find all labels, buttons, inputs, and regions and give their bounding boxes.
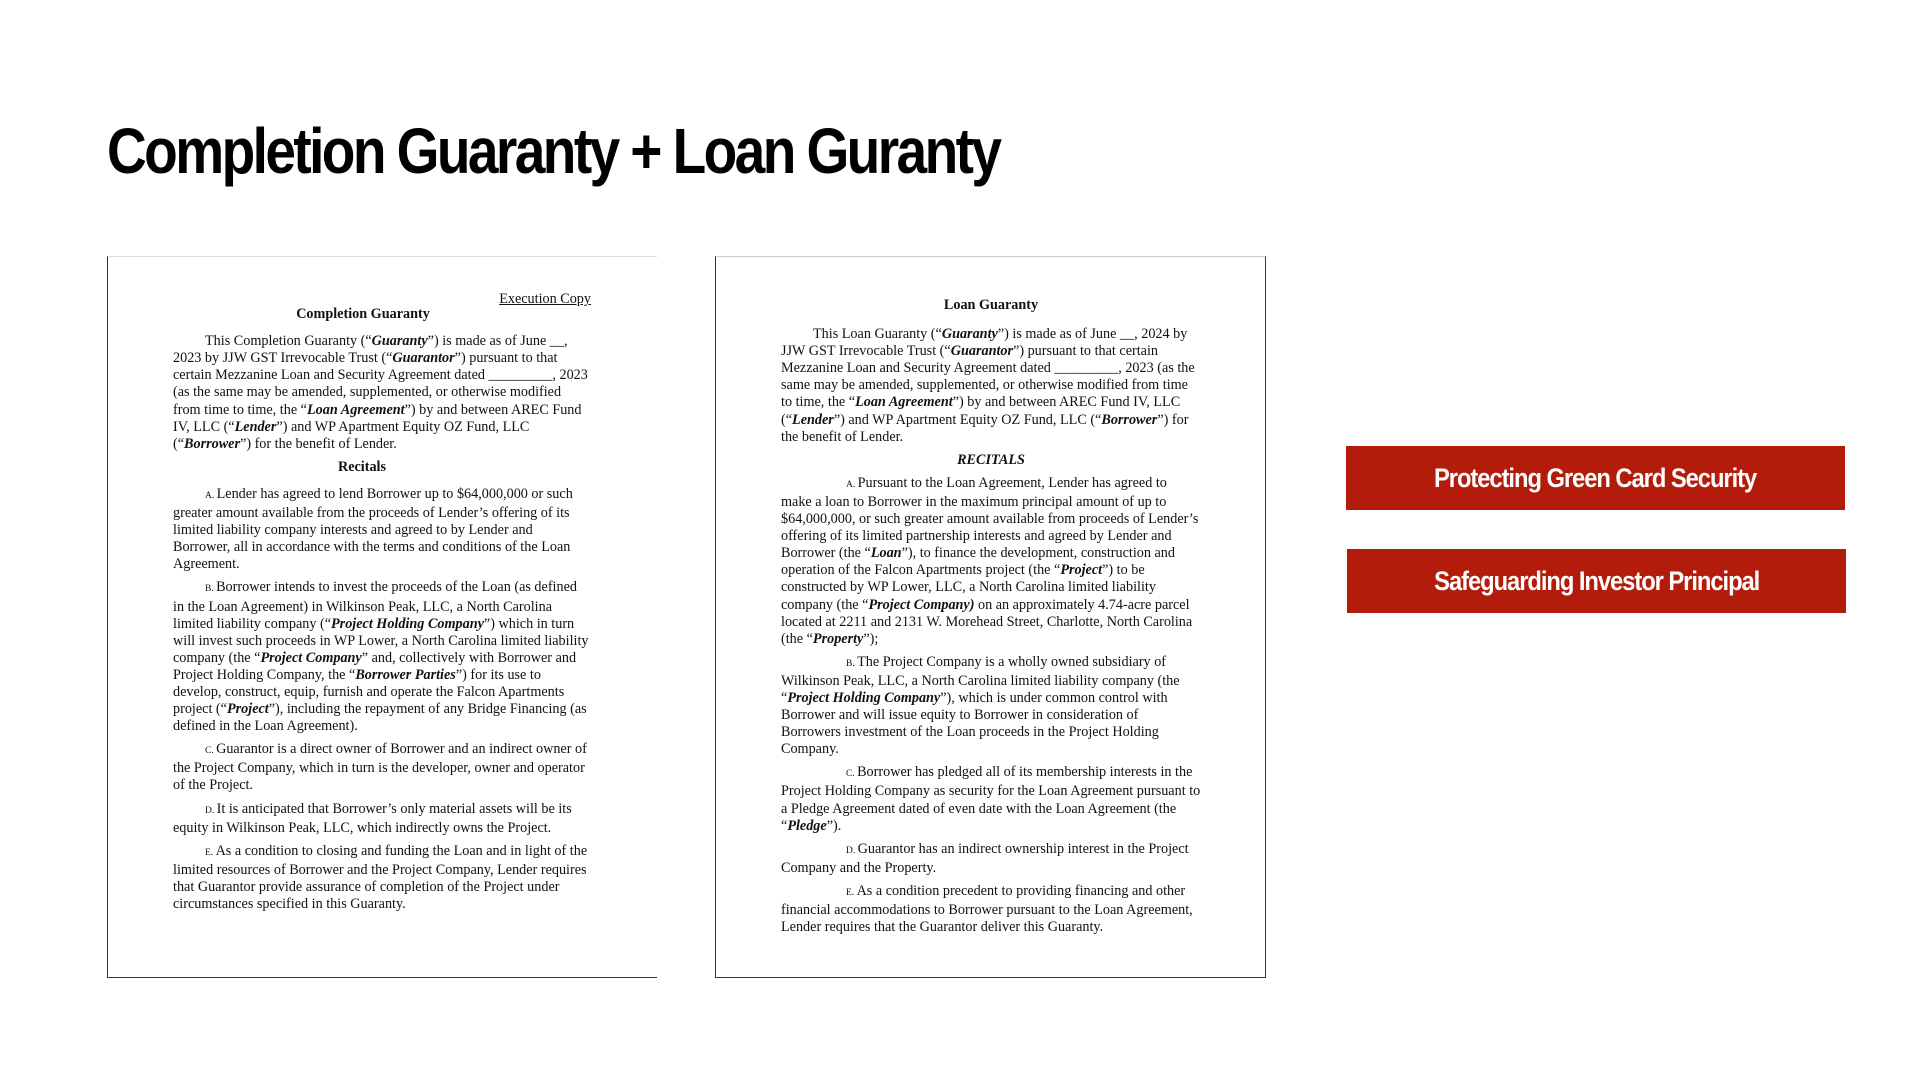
- defined-term: Loan Agreement: [306, 401, 405, 418]
- defined-term: Loan: [870, 545, 902, 562]
- text-segment: ”) by and between AREC Fund IV, LLC (“: [781, 394, 1181, 428]
- recital-label: B.: [846, 658, 858, 669]
- execution-copy-label: Execution Copy: [499, 291, 591, 307]
- defined-term: Borrower: [1101, 411, 1158, 428]
- recital-paragraph: [781, 883, 1201, 936]
- text-segment: It is anticipated that Borrower’s only material assets will be its equity in Wilkinson Peak, LLC, which indirectly owns the Project.: [173, 800, 572, 836]
- recital-label: A.: [205, 490, 217, 501]
- completion-guaranty-page: [173, 291, 591, 919]
- text-segment: ”) and WP Apartment Equity OZ Fund, LLC (“: [173, 418, 530, 452]
- recital-label: C.: [205, 746, 217, 757]
- defined-term: Lender: [792, 411, 834, 428]
- loan-guaranty-title: Loan Guaranty: [943, 297, 1039, 313]
- text-segment: ”) for the benefit of Lender.: [240, 435, 397, 452]
- loan-guaranty-page: [781, 297, 1201, 942]
- recital-paragraph: [173, 843, 591, 913]
- text-segment: ”).: [826, 817, 842, 834]
- loan-guaranty-document: [715, 256, 1266, 978]
- text-segment: Lender has agreed to lend Borrower up to $64,000,000 or such greater amount available from the proceeds of Lender’s offering of its limited liability company interests and agreed to by Lender and Borrower, all in accordance with the terms and conditions of the Loan Agreement.: [173, 485, 573, 573]
- text-segment: ”), to finance the development, construction and operation of the Falcon Apartments project (the “: [781, 545, 1175, 579]
- defined-term: Pledge: [787, 817, 827, 834]
- text-segment: ”), including the repayment of any Bridge Financing (as defined in the Loan Agreement).: [173, 701, 587, 735]
- defined-term: Project Company): [868, 596, 975, 613]
- recital-paragraph: [173, 801, 591, 837]
- defined-term: Property: [812, 630, 864, 647]
- text-segment: This Completion Guaranty (“: [205, 333, 372, 350]
- text-segment: ”) by and between AREC Fund IV, LLC (“: [173, 401, 582, 435]
- text-segment: Guarantor has an indirect ownership interest in the Project Company and the Property.: [781, 840, 1189, 876]
- callout-investor-principal-label: Safeguarding Investor Principal: [1433, 565, 1760, 596]
- text-segment: on an approximately 4.74-acre parcel located at 2211 and 2131 W. Morehead Street, Charlotte, North Carolina (the “: [781, 596, 1193, 647]
- defined-term: Project: [226, 701, 269, 718]
- text-segment: ”) for the benefit of Lender.: [781, 411, 1189, 445]
- defined-term: Loan Agreement: [855, 394, 953, 411]
- defined-term: Project Holding Company: [331, 615, 484, 632]
- text-segment: Borrower intends to invest the proceeds of the Loan (as defined in the Loan Agreement) in Wilkinson Peak, LLC, a North Carolina limited liability company (“: [173, 579, 577, 632]
- text-segment: ”) is made as of June __, 2024 by JJW GST Irrevocable Trust (“: [781, 326, 1188, 360]
- defined-term: Borrower Parties: [355, 666, 456, 683]
- text-segment: ”) which in turn will invest such proceeds in WP Lower, a North Carolina limited liability company (the “: [173, 615, 589, 666]
- recital-label: B.: [205, 584, 217, 595]
- text-segment: ”) for its use to develop, construct, equip, furnish and operate the Falcon Apartments project (“: [173, 666, 565, 718]
- recital-label: E.: [205, 847, 216, 858]
- recital-label: E.: [846, 887, 857, 898]
- text-segment: As a condition to closing and funding the Loan and in light of the limited resources of Borrower and the Project Company, Lender requires that Guarantor provide assurance of completion of the Project under circumstances specified in this Guaranty.: [173, 842, 588, 912]
- text-segment: ” and, collectively with Borrower and Project Holding Company, the “: [173, 649, 577, 683]
- text-segment: Guarantor is a direct owner of Borrower and an indirect owner of the Project Company, which in turn is the developer, owner and operator of the Project.: [173, 741, 587, 794]
- text-segment: ”) to be constructed by WP Lower, LLC, a North Carolina limited liability company (the “: [781, 562, 1156, 613]
- text-segment: Pursuant to the Loan Agreement, Lender has agreed to make a loan to Borrower in the maximum principal amount of up to $64,000,000, or such greater amount available from proceeds of Lender’s offering of its limited partnership interests and agreed by Lender and Borrower (the “: [781, 474, 1199, 562]
- loan-recitals-heading: RECITALS: [957, 451, 1025, 468]
- completion-guaranty-document: [107, 256, 657, 978]
- recital-paragraph: [173, 741, 591, 794]
- recital-label: D.: [205, 805, 217, 816]
- text-segment: As a condition precedent to providing financing and other financial accommodations to Borrower pursuant to the Loan Agreement, Lender requires that the Guarantor deliver this Guaranty.: [781, 882, 1193, 936]
- text-segment: ”) and WP Apartment Equity OZ Fund, LLC (“: [833, 411, 1102, 428]
- callout-green-card-security: [1346, 446, 1845, 510]
- recital-paragraph: [781, 841, 1201, 877]
- defined-term: Project: [1060, 562, 1103, 579]
- loan-guaranty-intro: [781, 326, 1201, 446]
- completion-guaranty-intro: [173, 333, 591, 453]
- callout-green-card-security-label: Protecting Green Card Security: [1434, 462, 1757, 493]
- slide-title: Completion Guaranty + Loan Guranty: [107, 115, 1000, 187]
- defined-term: Lender: [234, 418, 277, 435]
- text-segment: ”), which is under common control with Borrower and will issue equity to Borrower in consideration of Borrowers investment of the Loan proceeds in the Project Holding Company.: [781, 689, 1168, 758]
- defined-term: Project Holding Company: [787, 689, 941, 706]
- defined-term: Guaranty: [941, 326, 998, 343]
- recital-paragraph: [173, 486, 591, 573]
- recital-label: A.: [846, 479, 858, 490]
- callout-investor-principal: [1347, 549, 1846, 613]
- text-segment: ”) pursuant to that certain Mezzanine Loan and Security Agreement dated _________, 2023 (as the same may be amended, supplemented, or otherwise modified from time to time, the “: [781, 343, 1195, 411]
- recital-label: D.: [846, 845, 858, 856]
- defined-term: Guarantor: [392, 350, 455, 367]
- completion-guaranty-title: Completion Guaranty: [296, 306, 430, 323]
- recital-paragraph: [173, 579, 591, 735]
- text-segment: ”);: [863, 630, 879, 647]
- completion-recitals-heading: Recitals: [337, 458, 387, 475]
- recital-label: C.: [846, 769, 858, 780]
- completion-recitals-list: [173, 486, 591, 913]
- text-segment: ”) is made as of June __, 2023 by JJW GST Irrevocable Trust (“: [173, 333, 568, 367]
- text-segment: Borrower has pledged all of its membership interests in the Project Holding Company as security for the Loan Agreement pursuant to a Pledge Agreement dated of even date with the Loan Agreement (the “: [781, 764, 1201, 834]
- defined-term: Project Company: [260, 649, 362, 666]
- text-segment: This Loan Guaranty (“: [813, 326, 942, 343]
- defined-term: Guaranty: [371, 333, 428, 350]
- loan-recitals-list: [781, 475, 1201, 936]
- recital-paragraph: [781, 654, 1201, 759]
- text-segment: The Project Company is a wholly owned subsidiary of Wilkinson Peak, LLC, a North Carolina limited liability company (the “: [781, 653, 1180, 706]
- recital-paragraph: [781, 764, 1201, 834]
- recital-paragraph: [781, 475, 1201, 648]
- text-segment: ”) pursuant to that certain Mezzanine Loan and Security Agreement dated _________, 2023 (as the same may be amended, supplemented, or otherwise modified from time to time, the “: [173, 350, 588, 418]
- defined-term: Guarantor: [950, 343, 1014, 360]
- defined-term: Borrower: [184, 435, 241, 452]
